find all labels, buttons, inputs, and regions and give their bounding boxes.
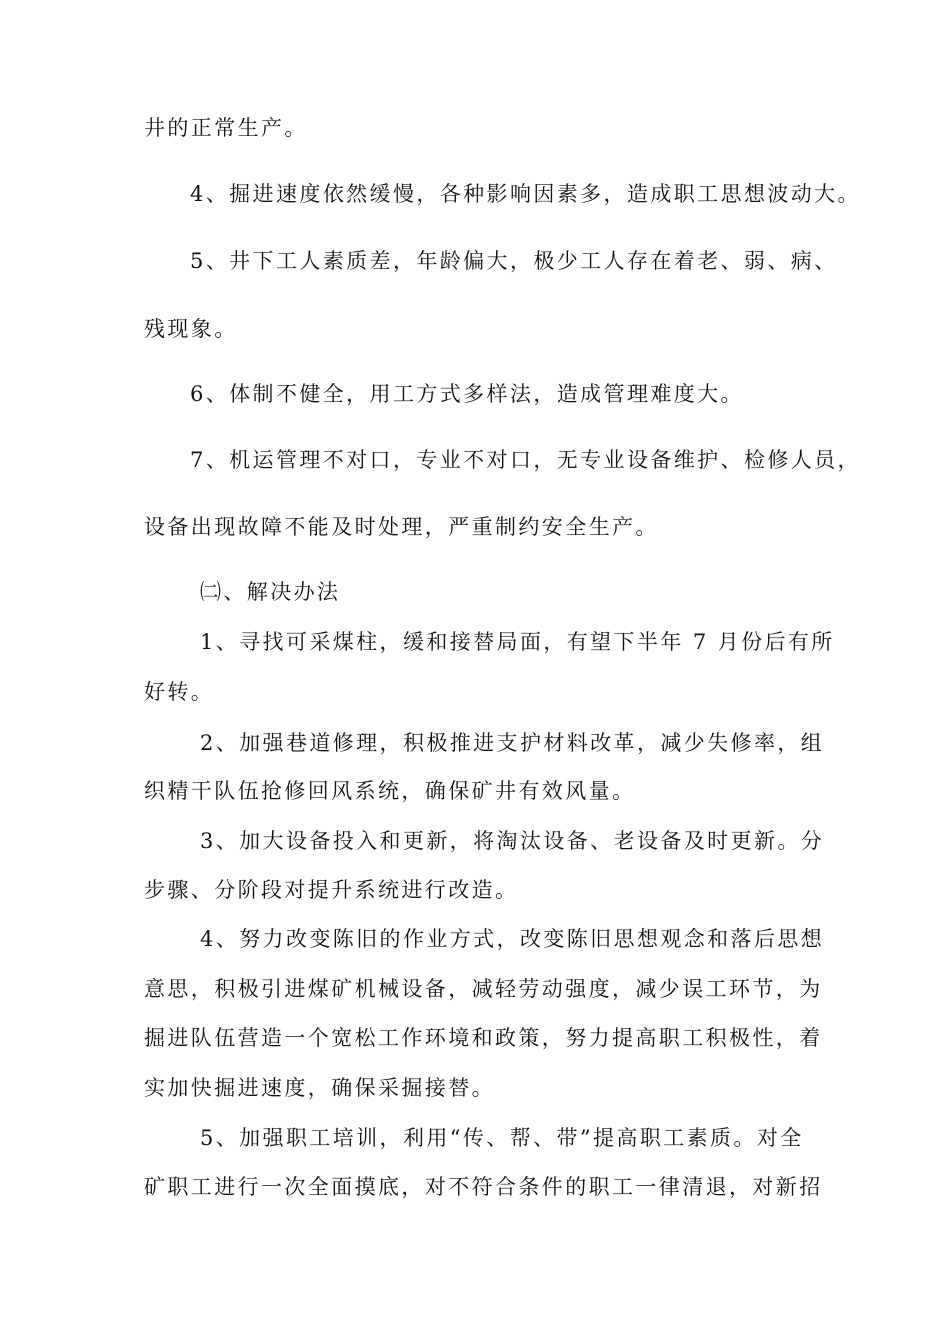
text-line: 意思，积极引进煤矿机械设备，减轻劳动强度，减少误工环节，为 [144, 977, 823, 1001]
text-line: 1、寻找可采煤柱，缓和接替局面，有望下半年 7 月份后有所 [200, 630, 835, 654]
text-line: 织精干队伍抢修回风系统，确保矿井有效风量。 [144, 779, 636, 803]
section-heading: ㈡、解决办法 [200, 580, 341, 604]
text-line: 7、机运管理不对口，专业不对口，无专业设备维护、检修人员， [190, 448, 861, 472]
text-line: 矿职工进行一次全面摸底，对不符合条件的职工一律清退，对新招 [144, 1175, 823, 1199]
text-line: 5、加强职工培训，利用“传、帮、带”提高职工素质。对全 [200, 1126, 804, 1150]
text-line: 2、加强巷道修理，积极推进支护材料改革，减少失修率，组 [200, 731, 825, 755]
text-line: 实加快掘进速度，确保采掘接替。 [144, 1076, 495, 1100]
text-line: 6、体制不健全，用工方式多样法，造成管理难度大。 [190, 382, 744, 406]
text-line: 4、掘进速度依然缓慢，各种影响因素多，造成职工思想波动大。 [190, 182, 861, 206]
text-line: 掘进队伍营造一个宽松工作环境和政策，努力提高职工积极性，着 [144, 1026, 823, 1050]
text-line: 残现象。 [144, 317, 238, 341]
text-line: 井的正常生产。 [144, 116, 308, 140]
text-line: 4、努力改变陈旧的作业方式，改变陈旧思想观念和落后思想 [200, 927, 825, 951]
text-line: 好转。 [144, 680, 215, 704]
text-line: 设备出现故障不能及时处理，严重制约安全生产。 [144, 515, 659, 539]
text-line: 5、井下工人素质差，年龄偏大，极少工人存在着老、弱、病、 [190, 249, 838, 273]
text-line: 3、加大设备投入和更新，将淘汰设备、老设备及时更新。分 [200, 829, 825, 853]
text-line: 步骤、分阶段对提升系统进行改造。 [144, 878, 519, 902]
